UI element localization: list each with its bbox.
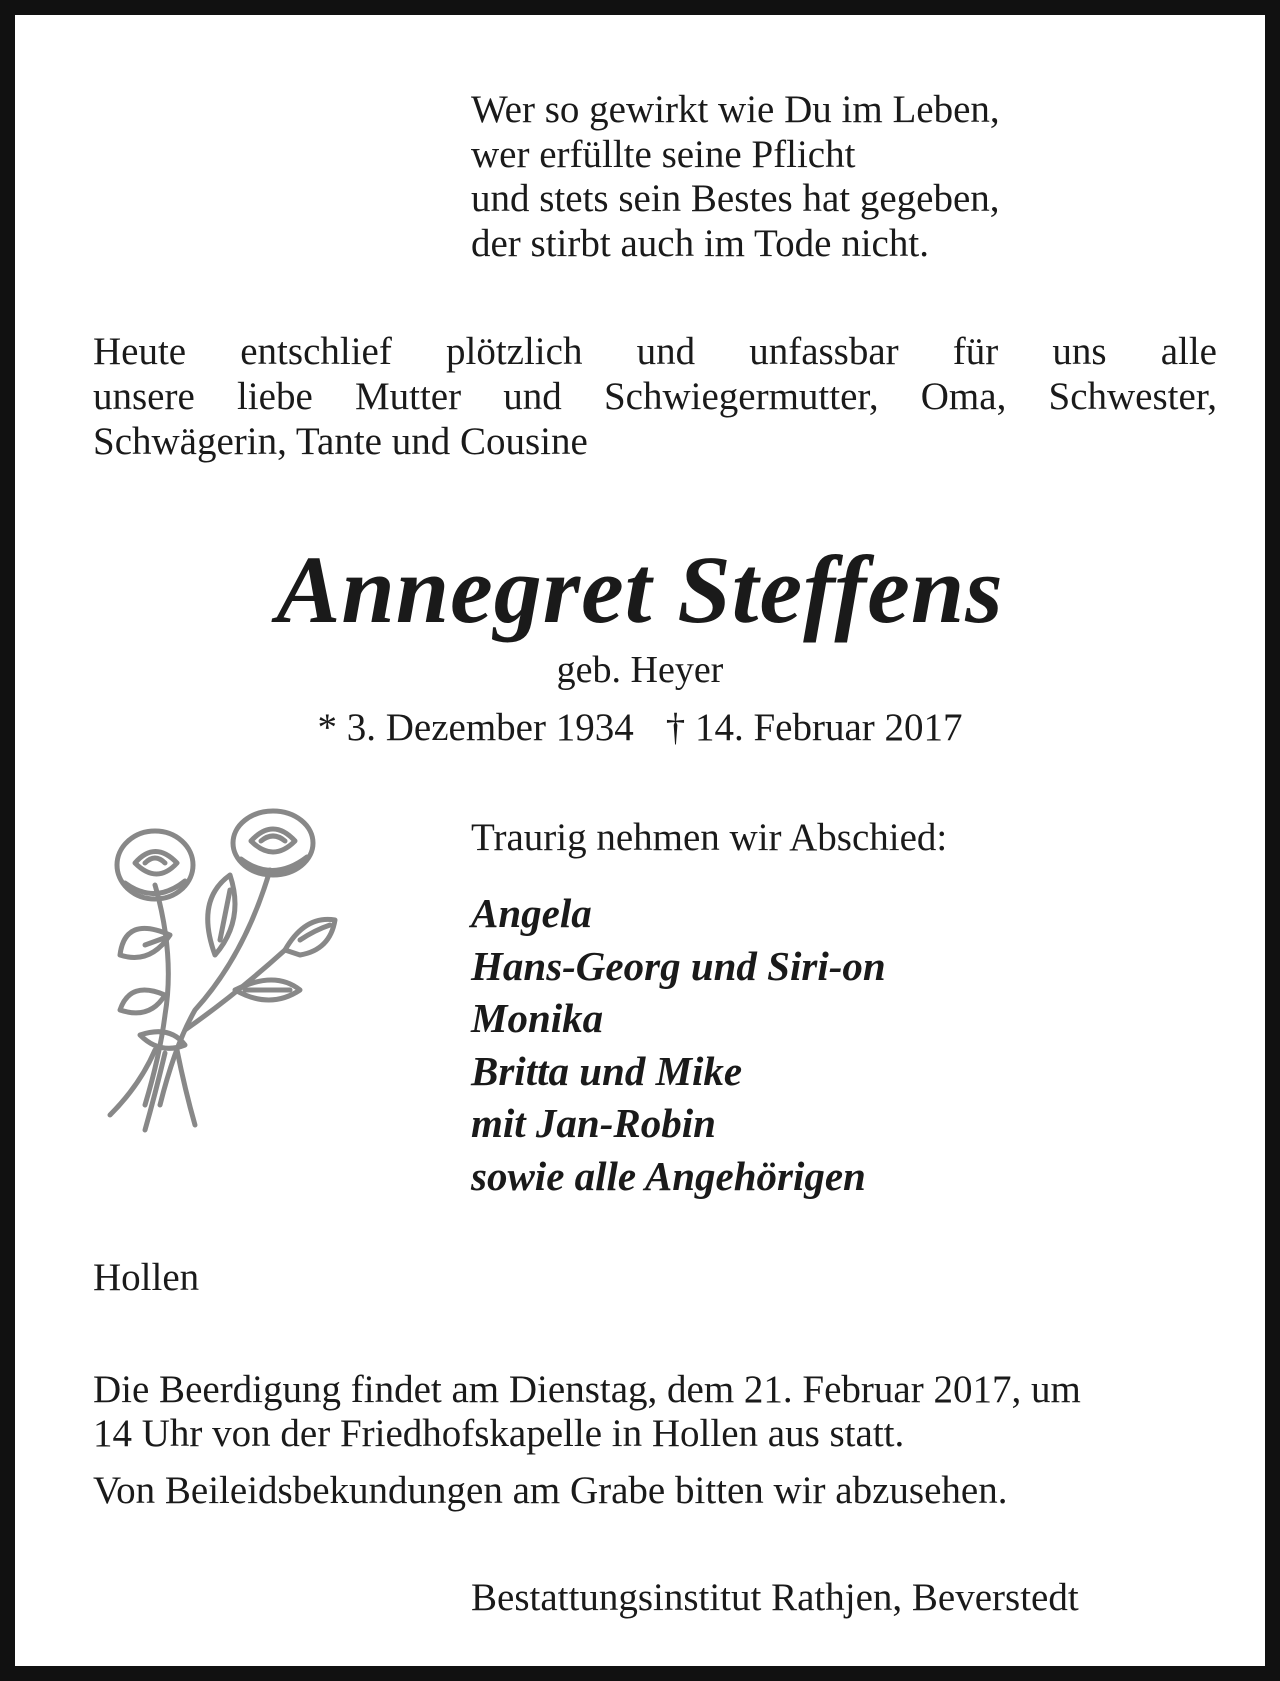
funeral-line: Die Beerdigung findet am Dienstag, dem 21. Februar 2017, um <box>93 1368 1081 1411</box>
mourner-name: Britta und Mike <box>471 1047 743 1094</box>
birth-date: * 3. Dezember 1934 <box>317 706 634 749</box>
funeral-info <box>93 1368 1081 1456</box>
verse-line: wer erfüllte seine Pflicht <box>471 132 856 176</box>
verse-line: der stirbt auch im Tode nicht. <box>471 221 929 265</box>
mourner-name: Hans-Georg und Siri-on <box>471 942 886 989</box>
roses-icon <box>85 805 345 1145</box>
mourner-name: Angela <box>471 890 592 936</box>
funeral-line: 14 Uhr von der Friedhofskapelle in Hollen aus statt. <box>93 1412 905 1455</box>
verse-line: Wer so gewirkt wie Du im Leben, <box>471 88 1000 131</box>
announcement-line: unsere liebe Mutter und Schwiegermutter, Oma, Schwester, <box>93 375 1217 418</box>
farewell-line: Traurig nehmen wir Abschied: <box>471 816 948 859</box>
verse-line: und stets sein Bestes hat gegeben, <box>471 177 1000 220</box>
announcement-line: Schwägerin, Tante und Cousine <box>93 420 588 463</box>
verse <box>471 88 1000 266</box>
mourner-name: Monika <box>471 995 604 1041</box>
death-date: † 14. Februar 2017 <box>665 706 963 749</box>
funeral-home: Bestattungsinstitut Rathjen, Beverstedt <box>471 1576 1079 1619</box>
maiden-name: geb. Heyer <box>556 649 724 691</box>
mourners-list <box>471 887 886 1202</box>
mourner-name: sowie alle Angehörigen <box>471 1152 866 1199</box>
life-dates <box>15 705 1265 751</box>
announcement-text <box>93 329 1217 464</box>
place-name: Hollen <box>93 1256 200 1299</box>
mourner-name: mit Jan-Robin <box>471 1100 716 1146</box>
deceased-name: Annegret Steffens <box>276 536 1004 643</box>
announcement-line: Heute entschlief plötzlich und unfassbar für uns alle <box>93 330 1217 373</box>
condolence-note: Von Beileidsbekundungen am Grabe bitten wir abzusehen. <box>93 1469 1008 1512</box>
